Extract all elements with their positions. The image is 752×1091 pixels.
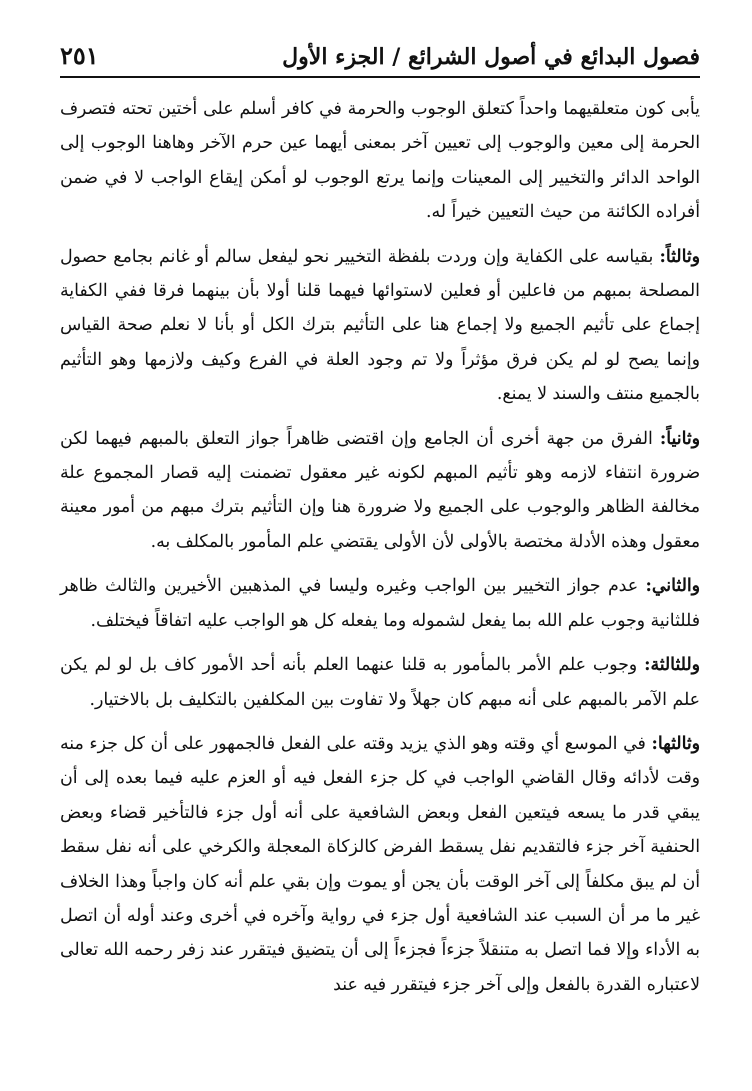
paragraph-text: وجوب علم الأمر بالمأمور به قلنا عنهما العلم بأنه أحد الأمور كاف بل لو لم يكن علم الآمر بالمبهم على أنه مبهم كان جهلاً ولا تفاوت بين المكلفين بالتكليف بل بالاختيار. (60, 655, 700, 710)
paragraph (60, 648, 700, 717)
page-header (60, 30, 700, 78)
paragraph-text: في الموسع أي وقته وهو الذي يزيد وقته على الفعل فالجمهور على أن كل جزء منه وقت لأدائه وقال القاضي الواجب في كل جزء الفعل فيه أو العزم عليه فيما بعده إلى أن يبقي قدر ما يسعه فيتعين الفعل وبعض الشافعية على أنه أول جزء فالتأخير قضاء وبعض الحنفية آخر جزء فالتقديم نفل يسقط الفرض كالزكاة المعجلة والكرخي على أنه نفل سقط أن لم يبق مكلفاً إلى آخر الوقت بأن يجن أو يموت وإن بقي علم أنه كان واجباً وهذا الخلاف غير ما مر أن السبب عند الشافعية أول جزء في رواية وآخره في أخرى وعند أوله أن اتصل به الأداء وإلا فما اتصل به متنقلاً جزءاً فجزءاً إلى أن يتضيق فيتقرر عند زفر رحمه الله تعالى لاعتباره القدرة بالفعل وإلى آخر جزء فيتقرر فيه عند (60, 733, 700, 995)
paragraph-lead: والثاني: (645, 576, 700, 597)
body-text (60, 92, 700, 1002)
paragraph (60, 727, 700, 1002)
running-title: فصول البدائع في أصول الشرائع / الجزء الأول (282, 44, 700, 70)
page-number: ٢٥١ (60, 41, 99, 70)
paragraph-lead: وللثالثة: (644, 655, 700, 676)
paragraph-lead: وثالثها: (651, 733, 700, 754)
paragraph-text: بقياسه على الكفاية وإن وردت بلفظة التخيير نحو ليفعل سالم أو غانم بجامع حصول المصلحة بمبهم من فاعلين أو فعلين لاستوائها فيهما قلنا أولا بأن بينهما فرقا ففي الكفاية إجماع على تأثيم الجميع ولا إجماع هنا على التأثيم بترك الكل أو بأنا لا نعلم صحة القياس وإنما يصح لو لم يكن فرق مؤثراً ولا تم وجود العلة في الفرع وكيف ولازمها وهو التأثيم بالجميع منتف والسند لا يمنع. (60, 246, 700, 405)
paragraph-text: عدم جواز التخيير بين الواجب وغيره وليسا في المذهبين الأخيرين والثالث ظاهر فللثانية وجوب علم الله بما يفعل لشموله وما يفعله كل هو الواجب عليه اتفاقاً فيختلف. (60, 576, 700, 631)
paragraph-text: الفرق من جهة أخرى أن الجامع وإن اقتضى ظاهراً جواز التعلق بالمبهم فيهما لكن ضرورة انتفاء لازمه وهو تأثيم المبهم لكونه غير معقول تضمنت إليه قصار المجموع علة مخالفة الظاهر والوجوب على الجميع ولا ضرورة هنا وإن التأثيم بترك مبهم من أمور معينة معقول وهذه الأدلة مختصة بالأولى لأن الأولى يقتضي علم المأمور بالمكلف به. (60, 428, 700, 552)
paragraph (60, 240, 700, 412)
document-page (60, 30, 700, 1070)
paragraph (60, 422, 700, 560)
paragraph-lead: وثانياً: (659, 428, 700, 449)
paragraph (60, 569, 700, 638)
paragraph (60, 92, 700, 230)
paragraph-text: يأبى كون متعلقيهما واحداً كتعلق الوجوب والحرمة في كافر أسلم على أختين تحته فتصرف الحرمة إلى معين والوجوب إلى تعيين آخر بمعنى أيهما عين حرم الآخر وهاهنا الوجوب إلى الواحد الدائر والتخيير إلى المعينات وإنما يرتع الوجوب لو أمكن إيقاع الواجب لا في ضمن أفراده الكائنة من حيث التعيين خيراً له. (60, 99, 700, 223)
paragraph-lead: وثالثاً: (659, 246, 700, 267)
